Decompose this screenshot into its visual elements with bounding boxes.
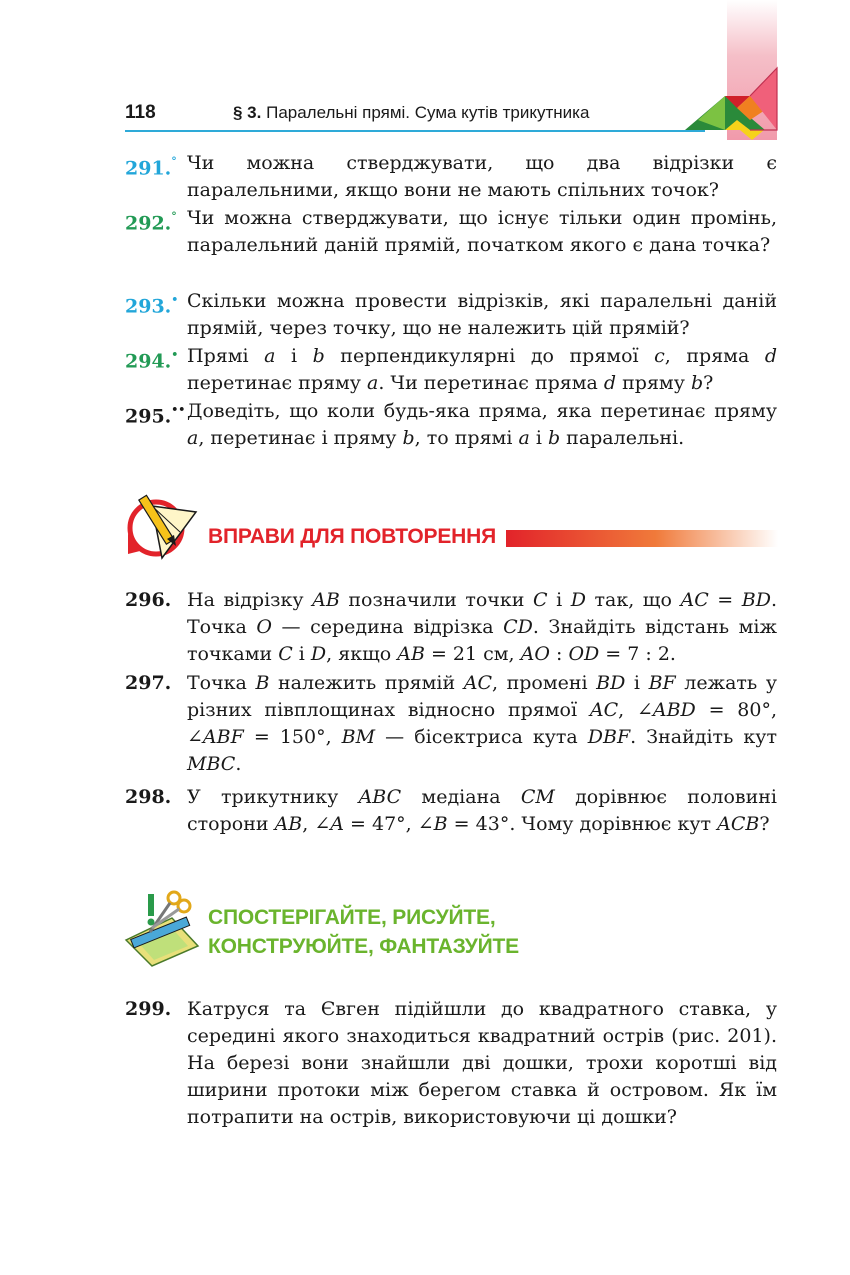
problem-291 bbox=[125, 150, 777, 204]
scissors-ruler-icon bbox=[122, 888, 202, 968]
problem-number: 297. bbox=[125, 672, 172, 694]
review-section-bar bbox=[506, 530, 778, 547]
problem-299 bbox=[125, 996, 777, 1131]
problem-297 bbox=[125, 670, 777, 778]
tangram-decor-icon bbox=[680, 60, 790, 140]
problem-298 bbox=[125, 784, 777, 838]
problem-text: Катруся та Євген підійшли до квадратного ставка, у середині якого знаходиться квадратний острів (рис. 201). На березі вони знайшли дві дошки, трохи коротші від ширини протоки між берегом ставка й островом. Як їм потрапити на острів, використовуючи ці дошки? bbox=[187, 998, 777, 1128]
problem-295 bbox=[125, 398, 777, 452]
problem-number: 299. bbox=[125, 998, 172, 1020]
problem-292 bbox=[125, 205, 777, 259]
problem-296 bbox=[125, 587, 777, 668]
pencil-compass-icon bbox=[122, 484, 202, 564]
problem-294 bbox=[125, 343, 777, 397]
problem-text: Чи можна стверджувати, що два відрізки є паралельними, якщо вони не мають спільних точок? bbox=[187, 152, 777, 201]
problem-number: 294.• bbox=[125, 348, 179, 373]
review-section-title: ВПРАВИ ДЛЯ ПОВТОРЕННЯ bbox=[208, 525, 496, 548]
problem-number: 298. bbox=[125, 786, 172, 808]
section-label: § 3. bbox=[233, 103, 262, 122]
observe-section-title-line1: СПОСТЕРІГАЙТЕ, РИСУЙТЕ, bbox=[208, 906, 496, 929]
problem-text: Скільки можна провести відрізків, які паралельні даній прямій, через точку, що не належить цій прямій? bbox=[187, 290, 777, 339]
section-title: Паралельні прямі. Сума кутів трикутника bbox=[266, 103, 590, 122]
problem-number: 291.° bbox=[125, 155, 177, 180]
problem-number: 296. bbox=[125, 589, 172, 611]
page-number: 118 bbox=[125, 102, 156, 123]
running-head bbox=[233, 103, 589, 123]
problem-text: На відрізку AB позначили точки C і D так, що AC = BD. Точка O — середина відрізка CD. Знайдіть відстань між точками C і D, якщо AB = 21 см, AO : OD = 7 : 2. bbox=[187, 589, 778, 665]
observe-section-title-line2: КОНСТРУЮЙТЕ, ФАНТАЗУЙТЕ bbox=[208, 935, 519, 958]
problem-number: 293.• bbox=[125, 293, 179, 318]
problem-number: 295.•• bbox=[125, 403, 186, 428]
problem-293 bbox=[125, 288, 777, 342]
problem-text: Прямі a і b перпендикулярні до прямої c, пряма d перетинає пряму a. Чи перетинає пряма d пряму b? bbox=[187, 345, 777, 394]
problem-text: Доведіть, що коли будь-яка пряма, яка перетинає пряму a, перетинає і пряму b, то прямі a і b паралельні. bbox=[187, 400, 777, 449]
header-rule bbox=[125, 130, 705, 132]
problem-text: Чи можна стверджувати, що існує тільки один промінь, паралельний даній прямій, початком якого є дана точка? bbox=[187, 207, 777, 256]
problem-text: Точка B належить прямій AC, промені BD і BF лежать у різних півплощинах відносно прямої AC, ∠ABD = 80°, ∠ABF = 150°, BM — бісектриса кута DBF. Знайдіть кут MBC. bbox=[187, 672, 778, 775]
problem-number: 292.° bbox=[125, 210, 177, 235]
problem-text: У трикутнику ABC медіана CM дорівнює половині сторони AB, ∠A = 47°, ∠B = 43°. Чому дорівнює кут ACB? bbox=[187, 786, 777, 835]
